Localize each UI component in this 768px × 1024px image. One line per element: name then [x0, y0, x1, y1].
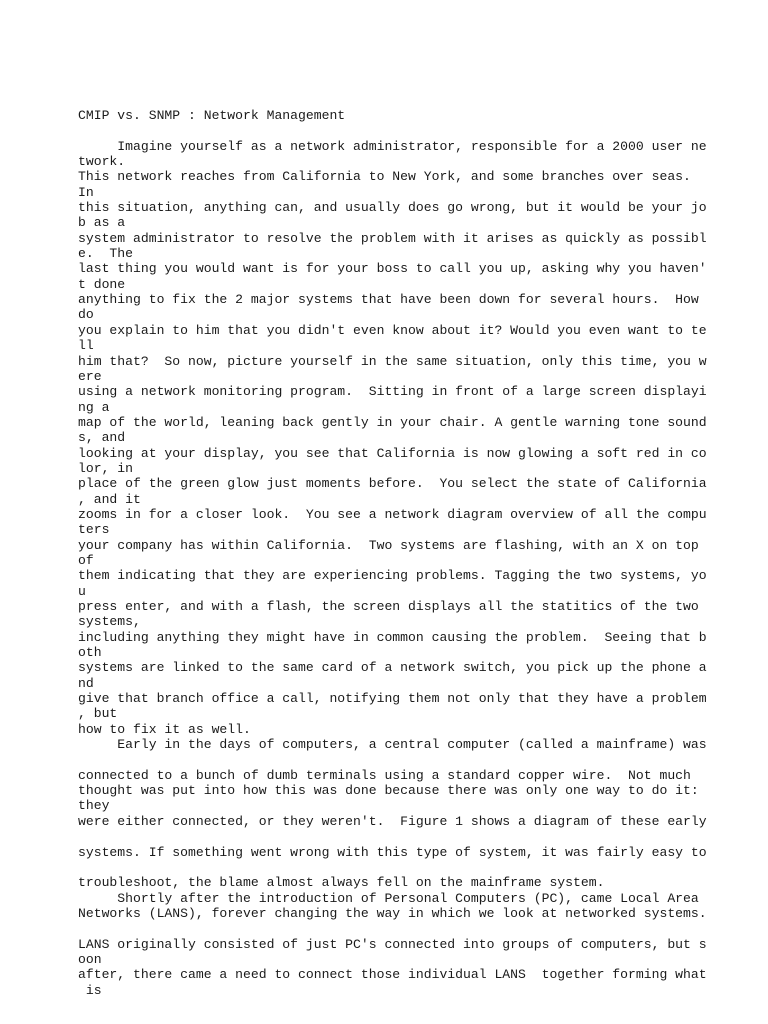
- text-line: LANS originally consisted of just PC's connected into groups of computers, but s: [78, 936, 707, 952]
- text-line: anything to fix the 2 major systems that have been down for several hours. How: [78, 292, 699, 308]
- text-line: [78, 752, 758, 767]
- text-line: [78, 829, 758, 844]
- text-line: is: [78, 982, 102, 998]
- text-line: do: [78, 307, 94, 323]
- text-line: s, and: [78, 430, 126, 446]
- text-line: oon: [78, 951, 102, 967]
- text-line: t done: [78, 276, 126, 292]
- text-line: this situation, anything can, and usually does go wrong, but it would be your jo: [78, 200, 707, 216]
- text-line: Imagine yourself as a network administrator, responsible for a 2000 user ne: [78, 138, 707, 154]
- text-line: b as a: [78, 215, 126, 231]
- text-line: including anything they might have in common causing the problem. Seeing that b: [78, 629, 707, 645]
- text-line: troubleshoot, the blame almost always fell on the mainframe system.: [78, 875, 605, 891]
- text-line: lor, in: [78, 460, 134, 476]
- text-line: of: [78, 552, 94, 568]
- text-line: systems. If something went wrong with this type of system, it was fairly easy to: [78, 844, 707, 860]
- text-line: you explain to him that you didn't even know about it? Would you even want to te: [78, 322, 707, 338]
- text-line: e. The: [78, 246, 134, 262]
- text-line: nd: [78, 675, 94, 691]
- text-line: last thing you would want is for your boss to call you up, asking why you haven': [78, 261, 707, 277]
- text-line: ters: [78, 522, 110, 538]
- text-line: [78, 860, 758, 875]
- text-line: In: [78, 184, 94, 200]
- text-line: , but: [78, 706, 118, 722]
- text-line: Shortly after the introduction of Personal Computers (PC), came Local Area: [78, 890, 699, 906]
- text-line: Early in the days of computers, a central computer (called a mainframe) was: [78, 737, 707, 753]
- text-line: using a network monitoring program. Sitting in front of a large screen displayi: [78, 384, 707, 400]
- text-line: were either connected, or they weren't. Figure 1 shows a diagram of these early: [78, 813, 707, 829]
- text-line: map of the world, leaning back gently in your chair. A gentle warning tone sound: [78, 414, 707, 430]
- text-line: This network reaches from California to New York, and some branches over seas.: [78, 169, 691, 185]
- text-line: they: [78, 798, 110, 814]
- text-line: Networks (LANS), forever changing the way in which we look at networked systems.: [78, 905, 707, 921]
- document-body: [78, 108, 758, 998]
- text-line: systems,: [78, 614, 141, 630]
- text-line: ere: [78, 368, 102, 384]
- text-line: place of the green glow just moments before. You select the state of California: [78, 476, 707, 492]
- text-line: [78, 123, 758, 138]
- text-line: oth: [78, 645, 102, 661]
- text-line: [78, 921, 758, 936]
- text-line: looking at your display, you see that California is now glowing a soft red in co: [78, 445, 707, 461]
- text-line: twork.: [78, 154, 126, 170]
- text-line: how to fix it as well.: [78, 721, 251, 737]
- text-line: after, there came a need to connect those individual LANS together forming what: [78, 967, 707, 983]
- text-line: him that? So now, picture yourself in the same situation, only this time, you w: [78, 353, 707, 369]
- document-title: CMIP vs. SNMP : Network Management: [78, 108, 346, 123]
- text-line: systems are linked to the same card of a network switch, you pick up the phone a: [78, 660, 707, 676]
- text-line: connected to a bunch of dumb terminals using a standard copper wire. Not much: [78, 767, 691, 783]
- text-line: ll: [78, 338, 94, 354]
- text-line: system administrator to resolve the problem with it arises as quickly as possibl: [78, 230, 707, 246]
- text-line: , and it: [78, 491, 141, 507]
- text-line: u: [78, 583, 86, 599]
- text-line: give that branch office a call, notifying them not only that they have a problem: [78, 691, 707, 707]
- text-line: thought was put into how this was done because there was only one way to do it:: [78, 783, 699, 799]
- text-line: them indicating that they are experiencing problems. Tagging the two systems, yo: [78, 568, 707, 584]
- text-line: ng a: [78, 399, 110, 415]
- text-line: your company has within California. Two systems are flashing, with an X on top: [78, 537, 699, 553]
- text-line: zooms in for a closer look. You see a network diagram overview of all the compu: [78, 506, 707, 522]
- text-line: press enter, and with a flash, the screen displays all the statitics of the two: [78, 599, 699, 614]
